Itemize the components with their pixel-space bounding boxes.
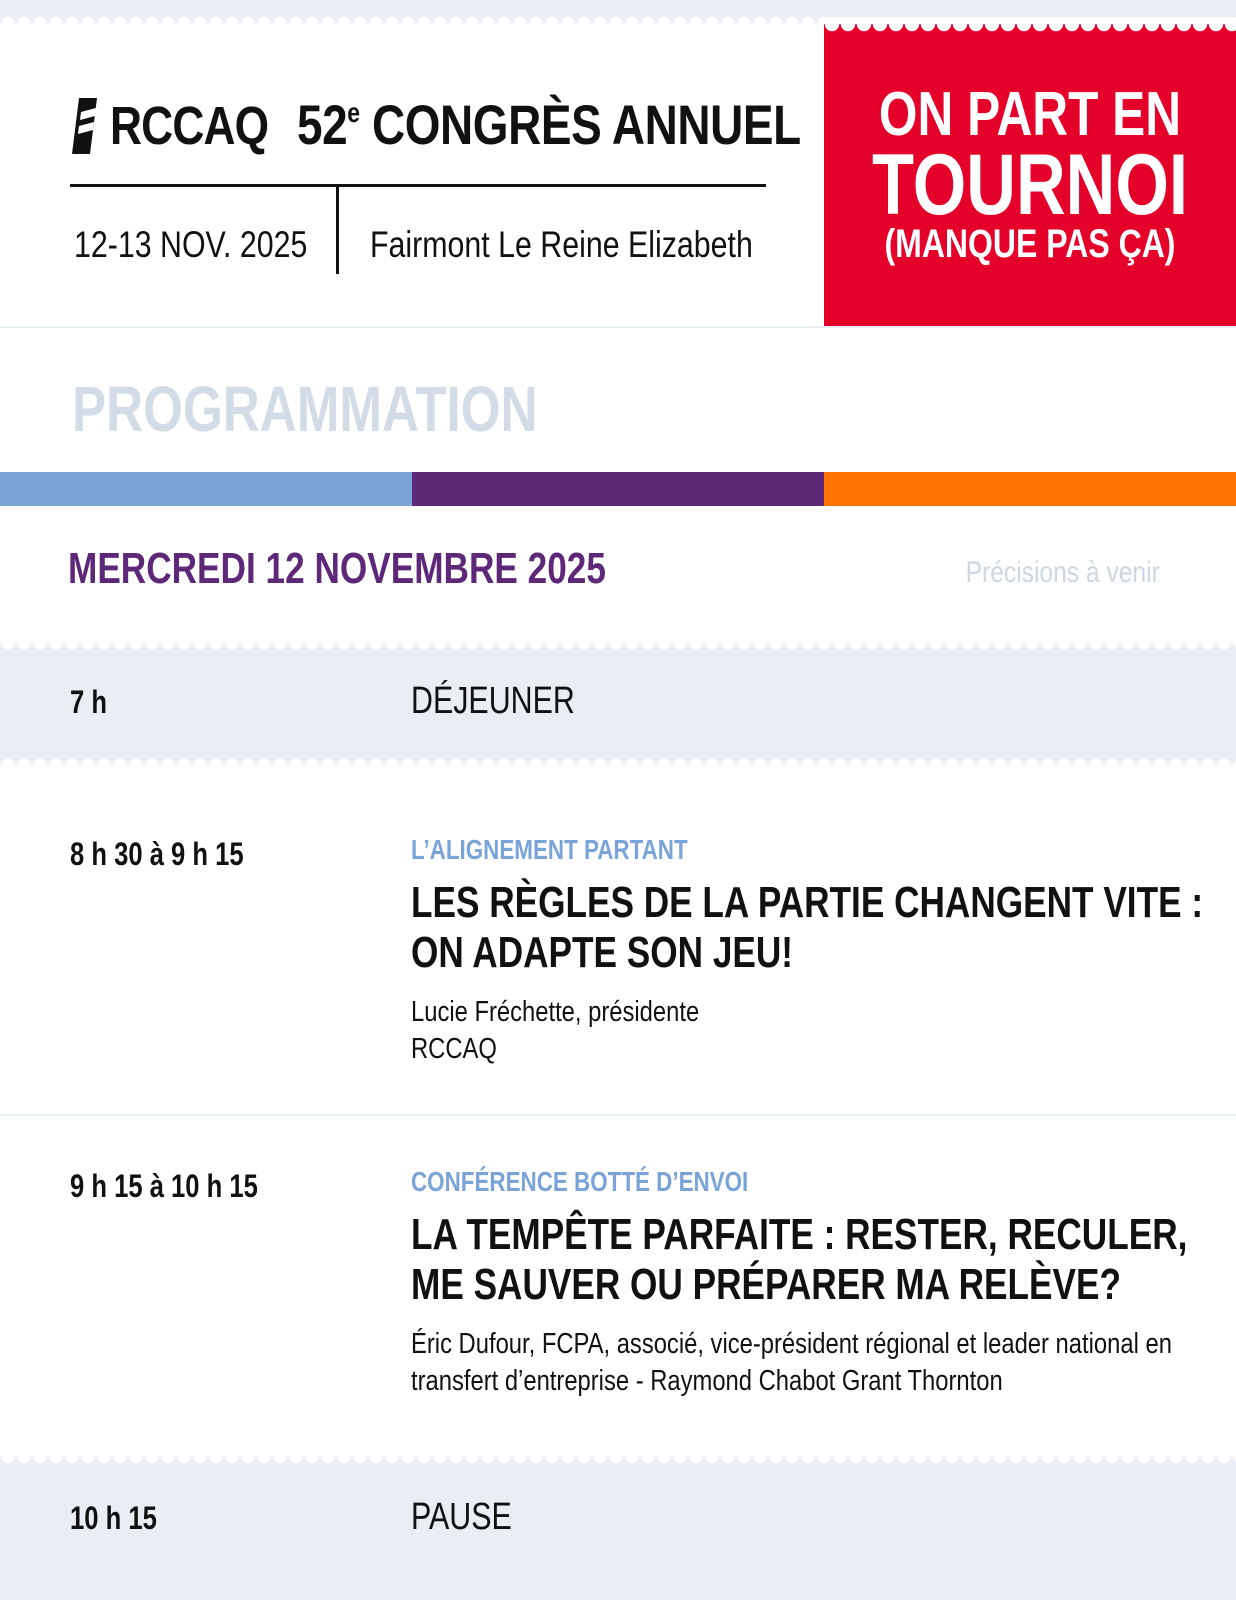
- congress-title-text: CONGRÈS ANNUEL: [359, 93, 801, 156]
- promo-panel: [824, 24, 1236, 326]
- header-divider-horizontal: [70, 184, 766, 187]
- promo-line-2: TOURNOI: [872, 137, 1188, 233]
- session-speaker-line-2: RCCAQ: [411, 1033, 497, 1065]
- promo-line-1: ON PART EN: [878, 80, 1182, 149]
- session-speaker-line-1: Éric Dufour, FCPA, associé, vice-président régional et leader national en: [411, 1328, 1172, 1360]
- session-kicker: CONFÉRENCE BOTTÉ D’ENVOI: [411, 1166, 749, 1197]
- row-time: 9 h 15 à 10 h 15: [70, 1168, 258, 1204]
- promo-line-3: (MANQUE PAS ÇA): [884, 222, 1176, 266]
- congress-number: 52: [297, 93, 348, 156]
- event-venue: Fairmont Le Reine Elizabeth: [370, 224, 753, 265]
- schedule-row-session-1: [0, 766, 1236, 1114]
- schedule-row-pause: [0, 1456, 1236, 1600]
- section-divider: [0, 326, 1236, 328]
- color-bar: [0, 472, 1236, 506]
- schedule-row-session-2: [0, 1116, 1236, 1456]
- header: [0, 24, 1236, 326]
- day-title: MERCREDI 12 NOVEMBRE 2025: [68, 544, 606, 593]
- logo-text: RCCAQ: [110, 96, 269, 156]
- session-speaker-line-1: Lucie Fréchette, présidente: [411, 996, 700, 1028]
- row-time: 10 h 15: [70, 1500, 157, 1536]
- schedule-row-breakfast: [0, 642, 1236, 766]
- session-title-line-2: ME SAUVER OU PRÉPARER MA RELÈVE?: [411, 1260, 1121, 1309]
- rccaq-logo-mark-icon: [70, 96, 98, 156]
- session-speaker-line-2: transfert d’entreprise - Raymond Chabot Grant Thornton: [411, 1365, 1003, 1397]
- row-label: DÉJEUNER: [411, 680, 575, 722]
- page-title: PROGRAMMATION: [72, 373, 538, 445]
- rccaq-logo: [70, 95, 303, 157]
- day-note: Précisions à venir: [965, 556, 1160, 589]
- session-title-line-1: LES RÈGLES DE LA PARTIE CHANGENT VITE :: [411, 878, 1204, 927]
- color-bar-orange: [824, 472, 1236, 506]
- color-bar-purple: [412, 472, 824, 506]
- row-time: 8 h 30 à 9 h 15: [70, 836, 244, 872]
- session-title-line-2: ON ADAPTE SON JEU!: [411, 928, 794, 977]
- brand-row: [70, 92, 911, 157]
- header-divider-vertical: [336, 186, 339, 274]
- row-time: 7 h: [70, 684, 107, 720]
- row-label: PAUSE: [411, 1496, 512, 1538]
- event-dates: 12-13 NOV. 2025: [74, 224, 308, 265]
- color-bar-blue: [0, 472, 412, 506]
- congress-sup: e: [347, 97, 360, 128]
- congress-title: [297, 92, 801, 157]
- session-title-line-1: LA TEMPÊTE PARFAITE : RESTER, RECULER,: [411, 1210, 1188, 1259]
- session-kicker: L’ALIGNEMENT PARTANT: [411, 834, 688, 865]
